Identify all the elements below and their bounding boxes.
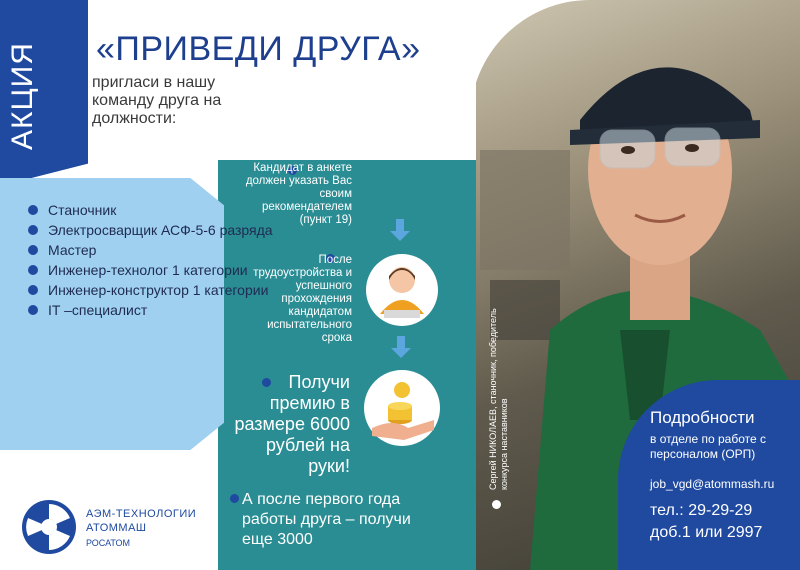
bullet-icon	[28, 305, 38, 315]
position-item: Станочник	[28, 200, 273, 220]
arrow-down-icon	[390, 219, 410, 241]
coins-icon	[364, 370, 440, 446]
akcia-label: АКЦИЯ	[6, 42, 39, 150]
position-item: IT –специалист	[28, 300, 273, 320]
worker-icon	[366, 254, 438, 326]
step1-text: Кандидат в анкете должен указать Вас своим рекомендателем (пункт 19)	[245, 162, 352, 226]
bullet-icon	[28, 205, 38, 215]
position-item: Мастер	[28, 240, 273, 260]
invite-text: пригласи в нашу команду друга на должности:	[92, 74, 222, 127]
bullet-icon	[28, 245, 38, 255]
bullet-icon	[28, 285, 38, 295]
position-item: Электросварщик АСФ-5-6 разряда	[28, 220, 273, 240]
details-subtitle: в отделе по работе с персоналом (ОРП)	[650, 432, 767, 461]
bonus-text: Получи премию в размере 6000 рублей на руки!	[234, 372, 350, 476]
promo-title: «ПРИВЕДИ ДРУГА»	[96, 30, 421, 68]
position-item: Инженер-технолог 1 категории	[28, 260, 273, 280]
logo-line2: АТОММАШ	[86, 522, 147, 534]
contact-email[interactable]: job_vgd@atommash.ru	[650, 477, 775, 491]
rosatom-logo-icon	[20, 498, 78, 556]
photo-caption: Сергей НИКОЛАЕВ, станочник, победитель конкурса наставников	[488, 308, 509, 490]
bullet-icon	[28, 225, 38, 235]
white-band	[218, 0, 476, 160]
caption-bullet	[492, 500, 501, 509]
contact-extension: доб.1 или 2997	[650, 524, 763, 541]
bullet-icon	[28, 265, 38, 275]
logo-line3: РОСАТОМ	[86, 538, 130, 548]
position-item: Инженер-конструктор 1 категории	[28, 280, 273, 300]
company-logo	[20, 498, 240, 558]
contact-phone: тел.: 29-29-29	[650, 502, 753, 519]
details-title: Подробности	[650, 408, 755, 427]
step2-text: После трудоустройства и успешного прохождения кандидатом испытательного срока	[253, 254, 352, 344]
after-text: А после первого года работы друга – получи еще 3000	[242, 491, 411, 548]
logo-line1: АЭМ-ТЕХНОЛОГИИ	[86, 508, 197, 520]
arrow-down-icon	[391, 336, 411, 358]
